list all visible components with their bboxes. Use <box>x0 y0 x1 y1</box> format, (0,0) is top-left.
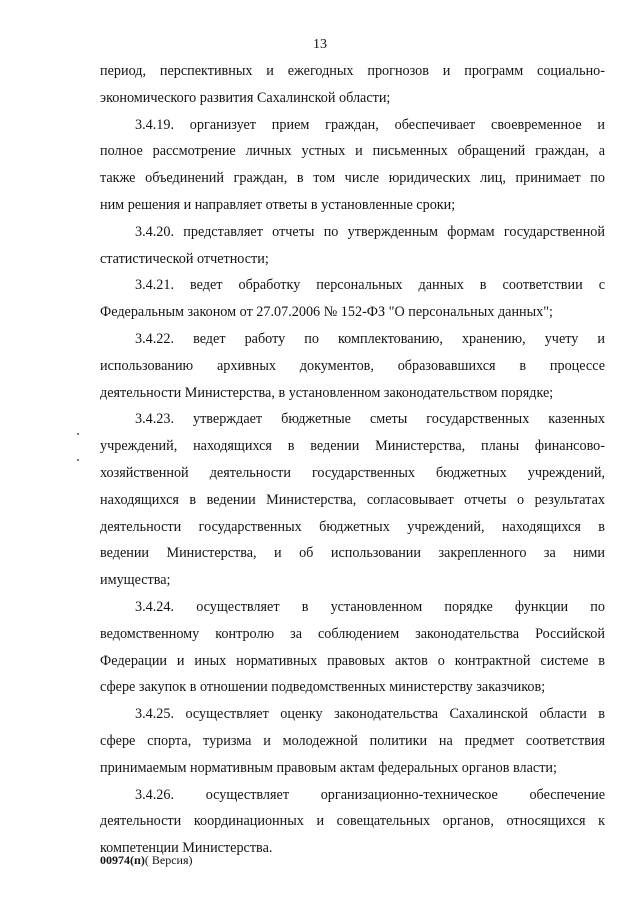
text-line: период, перспективных и ежегодных прогнозов и программ социально- <box>100 63 605 79</box>
text-line: полное рассмотрение личных устных и письменных обращений граждан, а <box>100 143 605 160</box>
text-line: 3.4.23. утверждает бюджетные сметы государственных казенных <box>135 411 605 428</box>
text-line: деятельности координационных и совещательных органов, относящихся к <box>100 813 605 830</box>
text-line: 3.4.20. представляет отчеты по утвержденным формам государственной <box>135 223 605 240</box>
text-line: деятельности государственных бюджетных учреждений, находящихся в <box>100 518 605 535</box>
text-line: 3.4.25. осуществляет оценку законодательства Сахалинской области в <box>135 706 605 723</box>
text-line: ведении Министерства, и об использовании закрепленного за ними <box>100 545 605 562</box>
text-line: сфере спорта, туризма и молодежной политики на предмет соответствия <box>100 732 605 749</box>
text-line: ним решения и направляет ответы в установленные сроки; <box>100 196 456 213</box>
text-line: учреждений, находящихся в ведении Министерства, планы финансово- <box>100 438 605 455</box>
text-line: 3.4.21. ведет обработку персональных данных в соответствии с <box>135 277 605 294</box>
document-code: 00974(п) <box>100 853 145 867</box>
version-label: ( Версия) <box>144 853 193 867</box>
text-line: компетенции Министерства. <box>100 840 273 857</box>
footer <box>100 853 193 868</box>
text-line: сфере закупок в отношении подведомственных министерству заказчиков; <box>100 679 546 696</box>
text-line: статистической отчетности; <box>100 250 269 267</box>
page-number: 13 <box>313 37 327 52</box>
text-line: 3.4.22. ведет работу по комплектованию, хранению, учету и <box>135 330 605 347</box>
text-line: 3.4.19. организует прием граждан, обеспечивает своевременное и <box>135 116 605 133</box>
text-line: Федерации и иных нормативных правовых актов о контрактной системе в <box>100 652 605 669</box>
scan-mark <box>77 459 79 461</box>
text-line: находящихся в ведении Министерства, согласовывает отчеты о результатах <box>100 491 605 508</box>
text-line: использованию архивных документов, образовавшихся в процессе <box>100 357 605 374</box>
text-line: 3.4.26. осуществляет организационно-техническое обеспечение <box>135 786 605 803</box>
document-body <box>100 58 605 862</box>
text-line: 3.4.24. осуществляет в установленном порядке функции по <box>135 598 605 615</box>
text-line: экономического развития Сахалинской области; <box>100 89 391 106</box>
text-line: ведомственному контролю за соблюдением законодательства Российской <box>100 625 605 642</box>
text-line: хозяйственной деятельности государственных бюджетных учреждений, <box>100 464 605 481</box>
text-line: Федеральным законом от 27.07.2006 № 152-ФЗ "О персональных данных"; <box>100 304 554 321</box>
text-line: также объединений граждан, в том числе юридических лиц, принимает по <box>100 170 605 187</box>
text-line: имущества; <box>100 572 171 589</box>
scan-mark <box>77 433 79 435</box>
text-line: деятельности Министерства, в установленном законодательством порядке; <box>100 384 554 401</box>
text-line: принимаемым нормативным правовым актам федеральных органов власти; <box>100 759 557 776</box>
